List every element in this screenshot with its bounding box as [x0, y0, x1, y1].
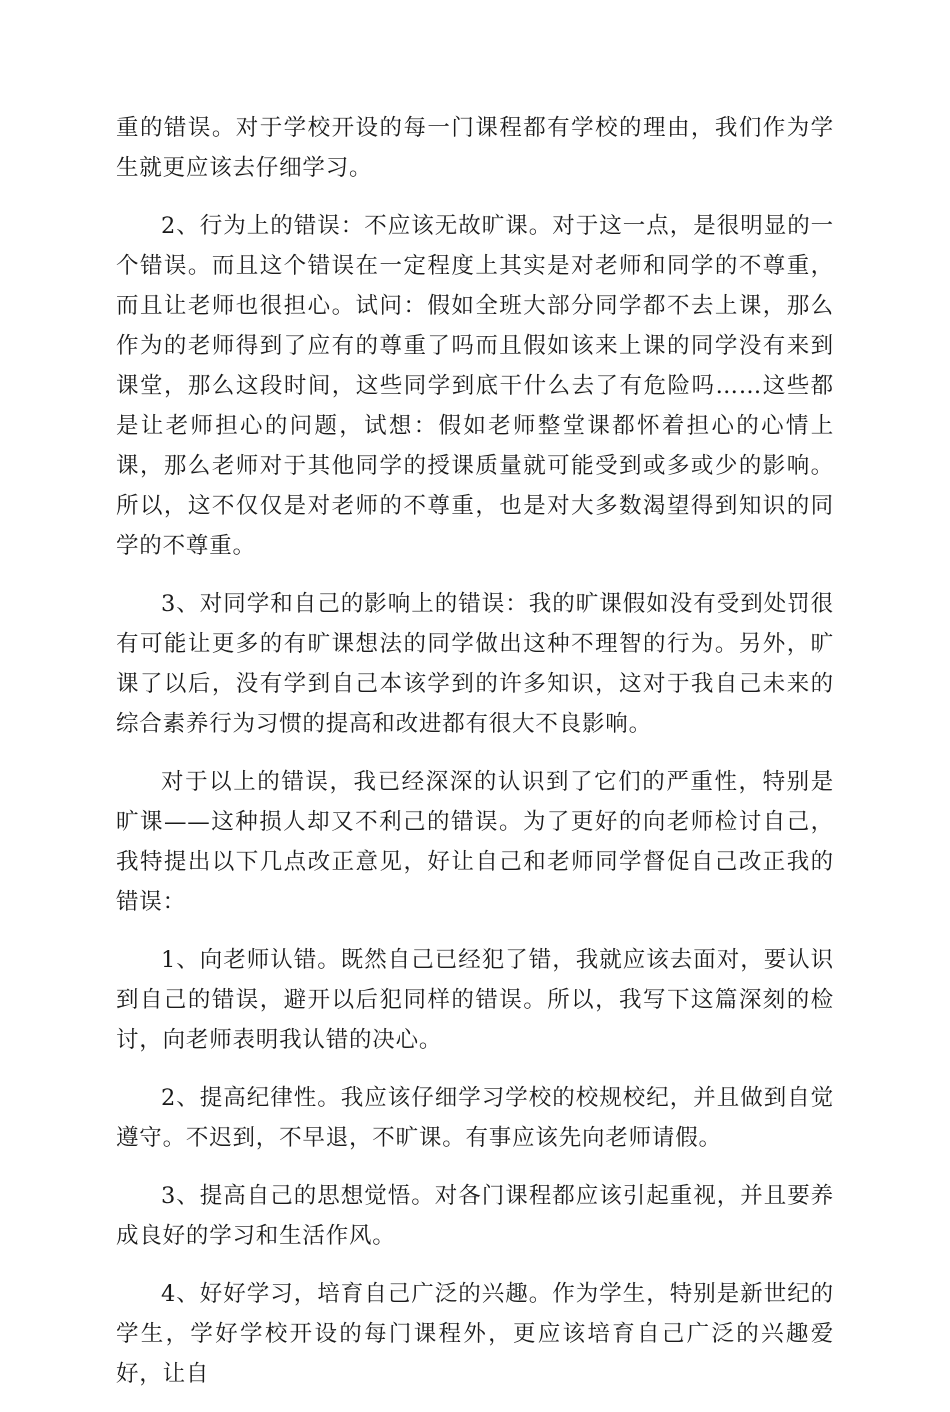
paragraph-point-1: 1、向老师认错。既然自己已经犯了错，我就应该去面对，要认识到自己的错误，避开以后犯同样的错误。所以，我写下这篇深刻的检讨，向老师表明我认错的决心。	[116, 947, 834, 1053]
paragraph-point-4: 4、好好学习，培育自己广泛的兴趣。作为学生，特别是新世纪的学生，学好学校开设的每门课程外，更应该培育自己广泛的兴趣爱好，让自	[116, 1281, 834, 1387]
paragraph-point-3: 3、提高自己的思想觉悟。对各门课程都应该引起重视，并且要养成良好的学习和生活作风。	[116, 1183, 834, 1249]
paragraph-point-2: 2、提高纪律性。我应该仔细学习学校的校规校纪，并且做到自觉遵守。不迟到，不早退，不旷课。有事应该先向老师请假。	[116, 1085, 834, 1151]
paragraph-summary: 对于以上的错误，我已经深深的认识到了它们的严重性，特别是旷课——这种损人却又不利己的错误。为了更好的向老师检讨自己，我特提出以下几点改正意见，好让自己和老师同学督促自己改正我的错误：	[116, 769, 834, 915]
paragraph-continuation: 重的错误。对于学校开设的每一门课程都有学校的理由，我们作为学生就更应该去仔细学习。	[116, 115, 834, 181]
paragraph-behavior-error: 2、行为上的错误：不应该无故旷课。对于这一点，是很明显的一个错误。而且这个错误在一定程度上其实是对老师和同学的不尊重，而且让老师也很担心。试问：假如全班大部分同学都不去上课，那么作为的老师得到了应有的尊重了吗而且假如该来上课的同学没有来到课堂，那么这段时间，这些同学到底干什么去了有危险吗……这些都是让老师担心的问题，试想：假如老师整堂课都怀着担心的心情上课，那么老师对于其他同学的授课质量就可能受到或多或少的影响。所以，这不仅仅是对老师的不尊重，也是对大多数渴望得到知识的同学的不尊重。	[116, 213, 834, 559]
paragraph-influence-error: 3、对同学和自己的影响上的错误：我的旷课假如没有受到处罚很有可能让更多的有旷课想法的同学做出这种不理智的行为。另外，旷课了以后，没有学到自己本该学到的许多知识，这对于我自己未来的综合素养行为习惯的提高和改进都有很大不良影响。	[116, 591, 834, 737]
document-body	[116, 108, 834, 1412]
